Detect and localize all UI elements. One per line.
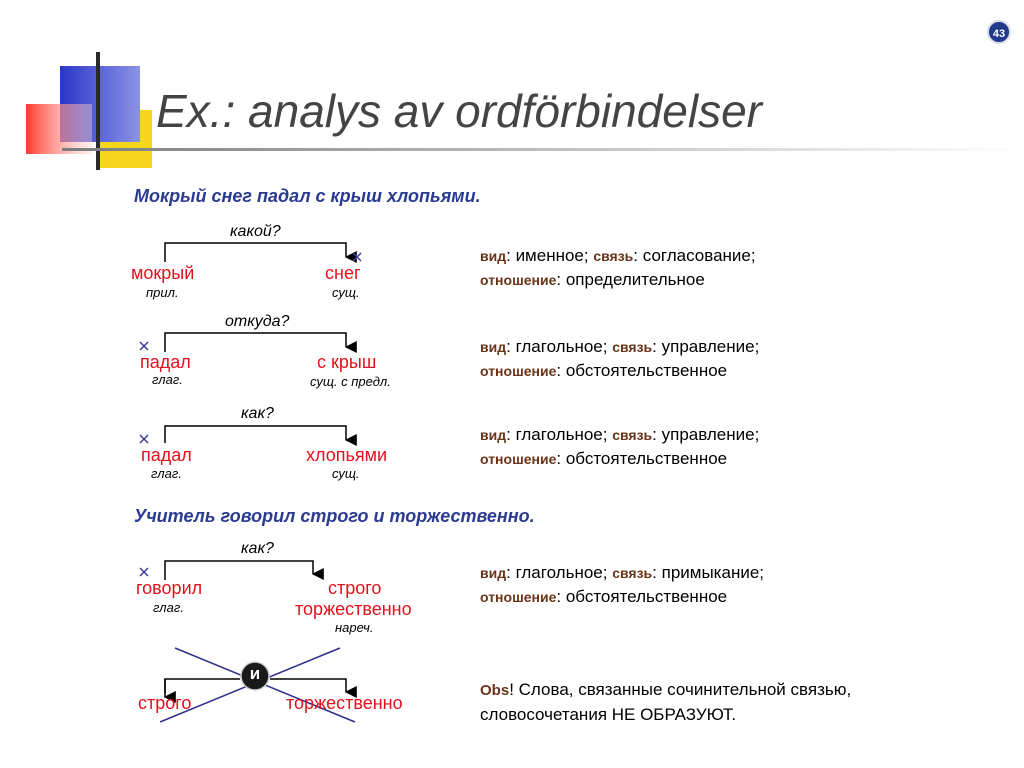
diagram-1-question: какой? xyxy=(230,223,281,240)
otnoshenie-value: обстоятельственное xyxy=(565,449,728,468)
diagram-2-left-word: падал xyxy=(140,352,191,372)
otnoshenie-label: отношение xyxy=(480,451,557,467)
analysis-info-2: вид: глагольное; связь: управление; отношение: обстоятельственное xyxy=(480,337,760,380)
vid-value: глагольное xyxy=(515,563,603,582)
diagram-4-question: как? xyxy=(241,540,274,557)
vid-value: глагольное xyxy=(515,425,603,444)
diagram-4-main-mark xyxy=(140,568,148,576)
diagram-1-right-word: снег xyxy=(325,263,361,283)
svyaz-value: согласование xyxy=(642,246,751,265)
vid-label: вид xyxy=(480,427,507,443)
otnoshenie-label: отношение xyxy=(480,589,557,605)
diagram-2-left-pos: глаг. xyxy=(152,372,183,387)
diagram-2-right-pos: сущ. с предл. xyxy=(310,374,391,389)
vid-label: вид xyxy=(480,339,507,355)
conjunction-label: и xyxy=(249,664,261,683)
analysis-info-3: вид: глагольное; связь: управление; отношение: обстоятельственное xyxy=(480,425,760,468)
coordination-right-word: торжественно xyxy=(286,693,403,713)
svyaz-label: связь xyxy=(593,248,634,264)
diagram-4-right-word-2: торжественно xyxy=(295,599,412,619)
diagram-1-main-mark xyxy=(353,253,361,261)
diagram-1-left-word: мокрый xyxy=(131,263,195,283)
svyaz-value: управление xyxy=(661,337,755,356)
diagram-3-arrow xyxy=(165,426,346,443)
diagram-2-right-word: с крыш xyxy=(317,352,377,372)
otnoshenie-label: отношение xyxy=(480,363,557,379)
diagram-4-left-pos: глаг. xyxy=(153,600,184,615)
diagram-3-left-word: падал xyxy=(141,445,192,465)
sentence-2: Учитель говорил строго и торжественно. xyxy=(134,506,535,526)
otnoshenie-label: отношение xyxy=(480,272,557,288)
otnoshenie-value: обстоятельственное xyxy=(565,587,728,606)
diagram-3-right-pos: сущ. xyxy=(332,466,360,481)
svyaz-label: связь xyxy=(612,427,653,443)
diagram-2-question: откуда? xyxy=(225,313,290,330)
diagram-3-left-pos: глаг. xyxy=(151,466,182,481)
obs-label: Obs xyxy=(480,682,510,699)
svyaz-label: связь xyxy=(612,565,653,581)
diagram-1-arrow xyxy=(165,243,346,262)
diagram-4-left-word: говорил xyxy=(136,578,203,598)
coordination-left-word: строго xyxy=(138,693,192,713)
diagram-3-right-word: хлопьями xyxy=(306,445,388,465)
svyaz-value: примыкание xyxy=(661,563,760,582)
vid-label: вид xyxy=(480,248,507,264)
slide-number-badge: 43 xyxy=(987,20,1011,44)
diagram-4-right-pos: нареч. xyxy=(335,620,374,635)
vid-label: вид xyxy=(480,565,507,581)
diagram-1-left-pos: прил. xyxy=(146,285,179,300)
obs-text-line2: словосочетания НЕ ОБРАЗУЮТ. xyxy=(480,705,737,724)
diagram-1-right-pos: сущ. xyxy=(332,285,360,300)
diagram-3-question: как? xyxy=(241,405,274,422)
diagram-3-main-mark xyxy=(140,435,148,443)
diagram-2-arrow xyxy=(165,333,346,352)
svyaz-label: связь xyxy=(612,339,653,355)
slide-title: Ex.: analys av ordförbindelser xyxy=(156,85,762,137)
diagram-2-main-mark xyxy=(140,342,148,350)
obs-text-line1: ! Слова, связанные сочинительной связью, xyxy=(509,680,852,699)
analysis-info-4: вид: глагольное; связь: примыкание; отношение: обстоятельственное xyxy=(480,563,765,606)
sentence-1: Мокрый снег падал с крыш хлопьями. xyxy=(134,186,481,206)
analysis-info-1: вид: именное; связь: согласование; отношение: определительное xyxy=(480,246,756,289)
otnoshenie-value: определительное xyxy=(565,270,705,289)
otnoshenie-value: обстоятельственное xyxy=(565,361,728,380)
obs-note xyxy=(480,678,851,727)
svyaz-value: управление xyxy=(661,425,755,444)
diagram-4-right-word: строго xyxy=(328,578,382,598)
vid-value: глагольное xyxy=(515,337,603,356)
vid-value: именное xyxy=(515,246,584,265)
